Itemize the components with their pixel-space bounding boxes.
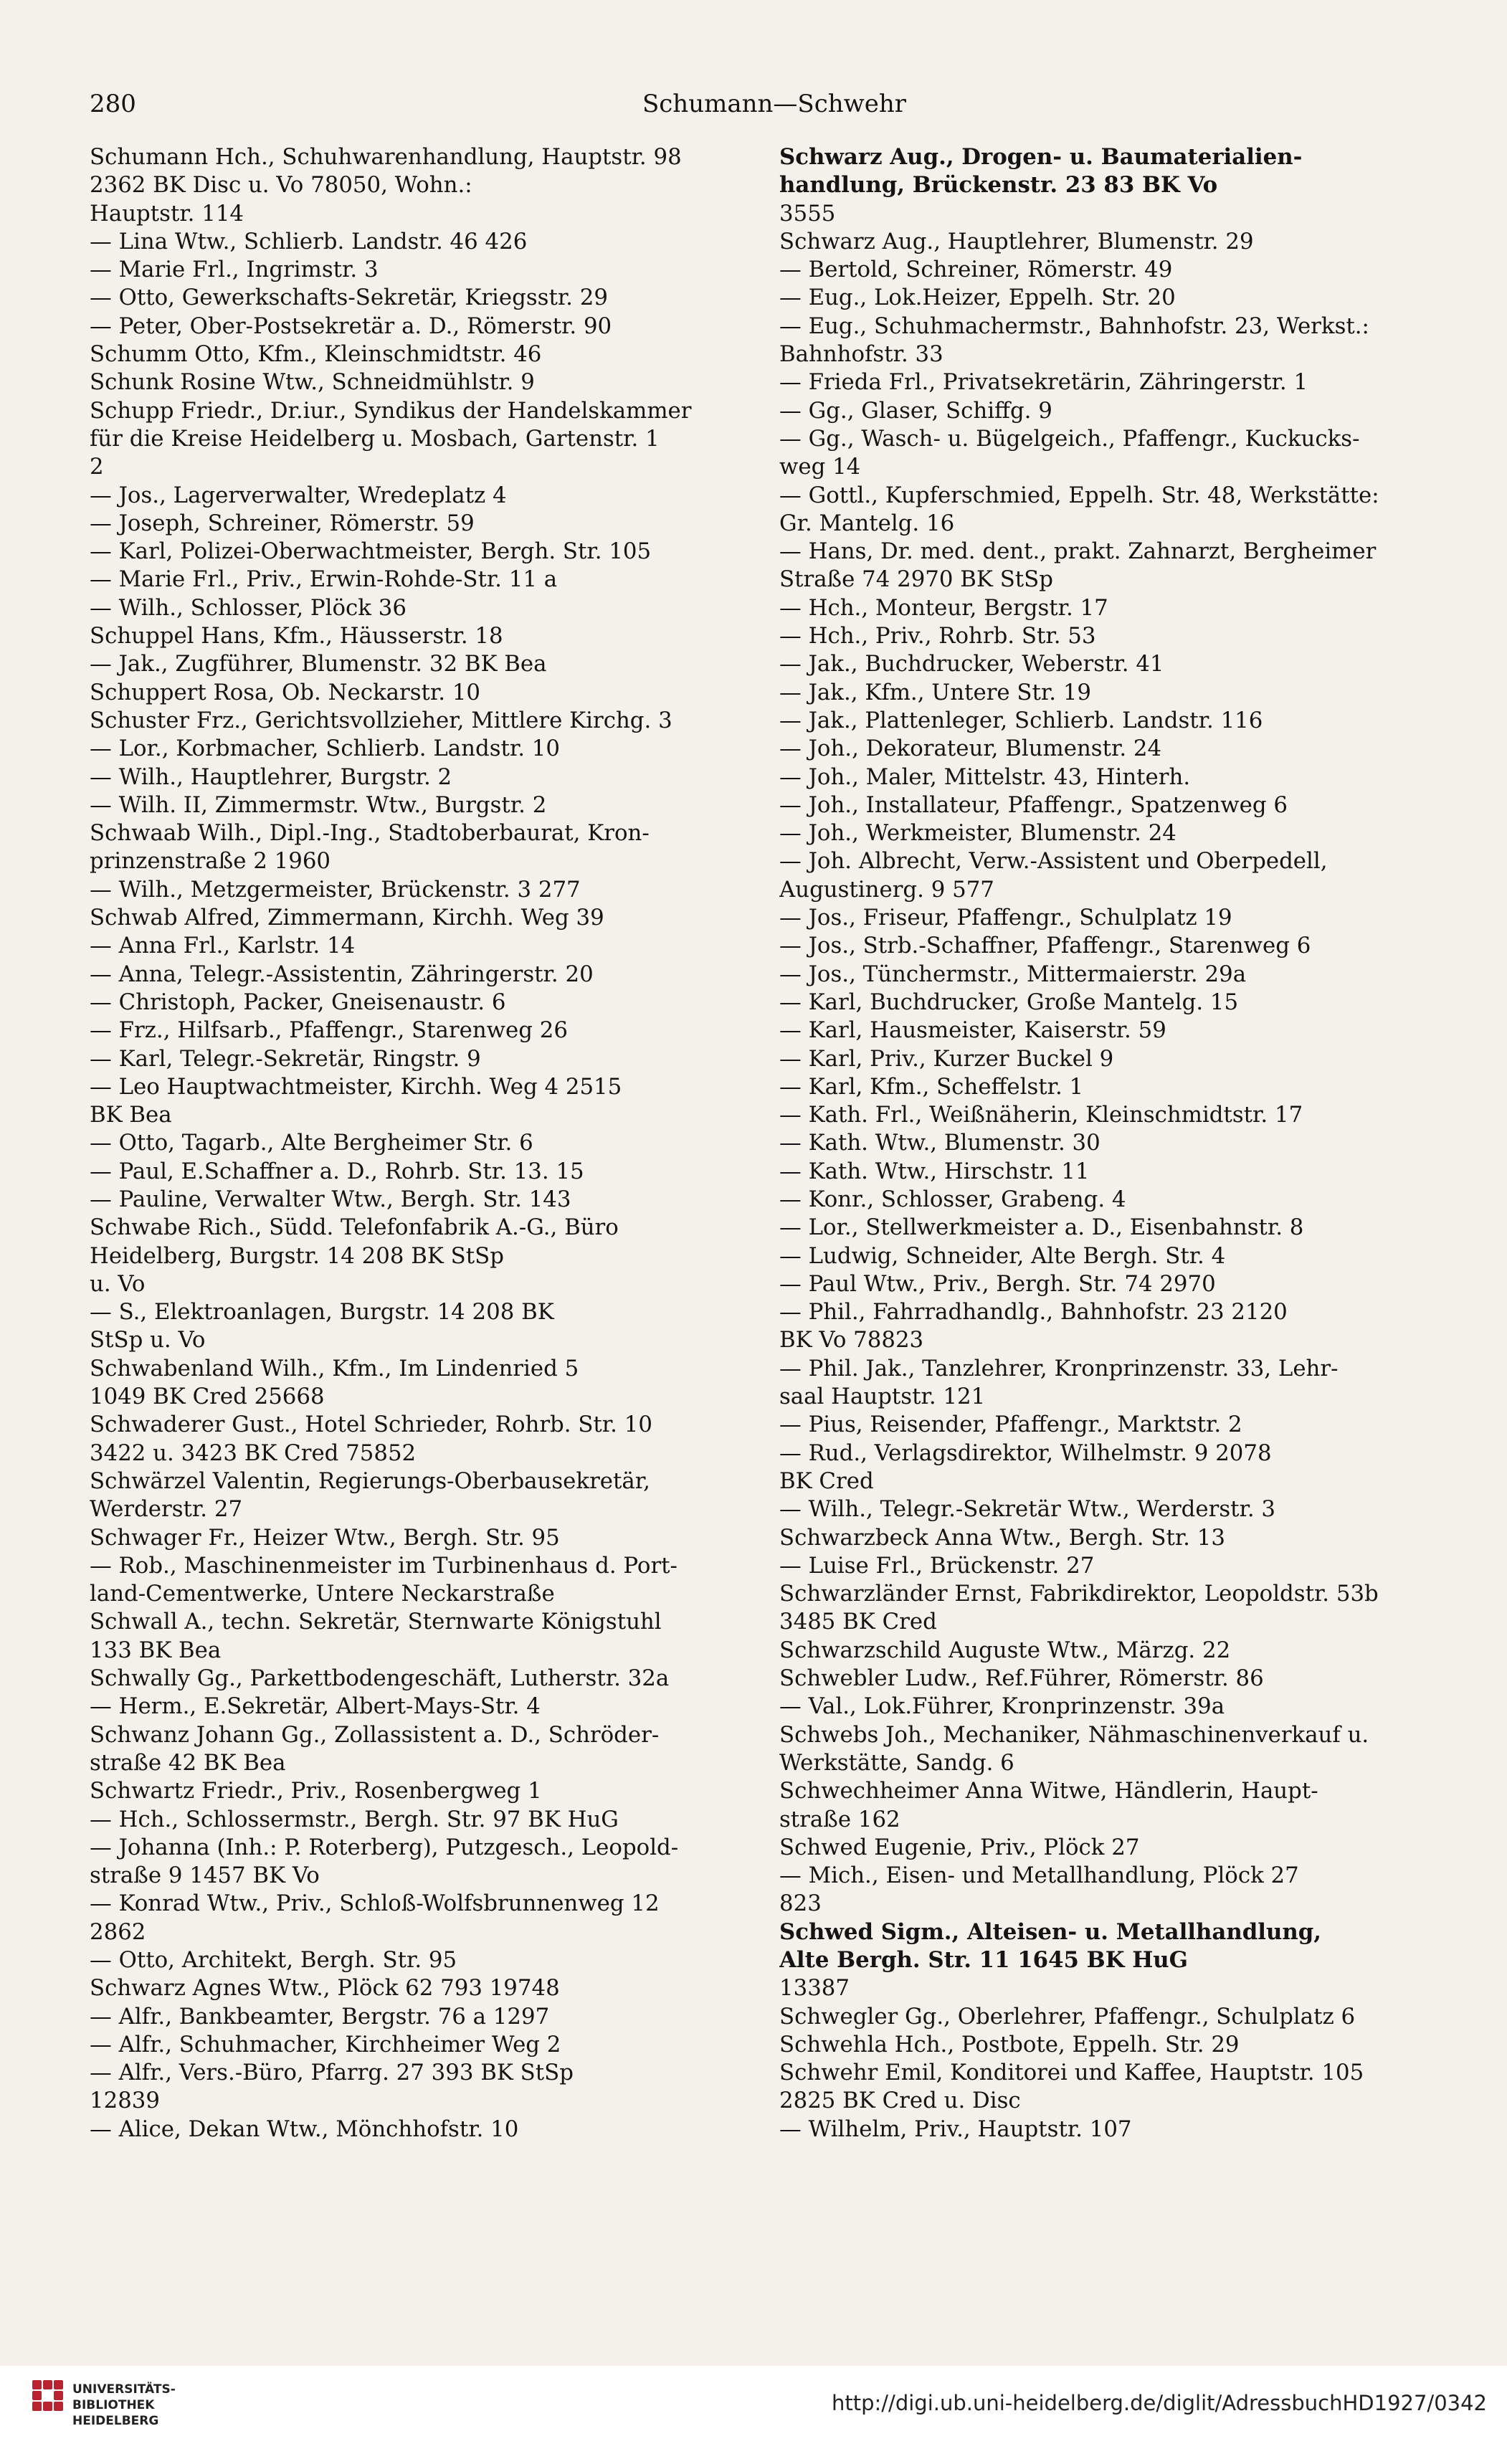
library-name-line: BIBLIOTHEK <box>72 2398 155 2412</box>
directory-entry-line: StSp u. Vo <box>90 1327 206 1354</box>
directory-entry-line: Heidelberg, Burgstr. 14 208 BK StSp <box>90 1242 504 1269</box>
directory-entry-line: 13387 <box>779 1975 850 2002</box>
directory-entry-line: Schwebs Joh., Mechaniker, Nähmaschinenverkauf u. <box>779 1721 1369 1748</box>
directory-entry-line: Schwally Gg., Parkettbodengeschäft, Lutherstr. 32a <box>90 1665 670 1692</box>
directory-entry-line: Schuppel Hans, Kfm., Häusserstr. 18 <box>90 623 503 650</box>
directory-entry-line: Schwabe Rich., Südd. Telefonfabrik A.-G., Büro <box>90 1214 619 1241</box>
directory-entry-line: 2362 BK Disc u. Vo 78050, Wohn.: <box>90 172 472 199</box>
directory-entry-line: — Alfr., Schuhmacher, Kirchheimer Weg 2 <box>90 2031 561 2058</box>
directory-entry-line: — Frz., Hilfsarb., Pfaffengr., Starenweg 26 <box>90 1017 568 1044</box>
directory-entry-line: — Wilh., Telegr.-Sekretär Wtw., Werderstr. 3 <box>779 1496 1276 1523</box>
directory-entry-line: — Konrad Wtw., Priv., Schloß-Wolfsbrunnenweg 12 <box>90 1890 660 1917</box>
directory-entry-line: Gr. Mantelg. 16 <box>779 510 955 536</box>
left-column <box>90 143 769 2144</box>
directory-entry-line: — Kath. Wtw., Blumenstr. 30 <box>779 1130 1100 1156</box>
directory-entry-line: 3485 BK Cred <box>779 1609 937 1635</box>
directory-entry-line: Schwarz Agnes Wtw., Plöck 62 793 19748 <box>90 1975 560 2002</box>
directory-entry-line: — Luise Frl., Brückenstr. 27 <box>779 1552 1095 1579</box>
library-name-line: UNIVERSITÄTS- <box>72 2382 176 2397</box>
directory-entry-line: Schwed Sigm., Alteisen- u. Metallhandlung, <box>779 1918 1322 1945</box>
directory-entry-line: prinzenstraße 2 1960 <box>90 848 331 875</box>
directory-entry-line: — Jak., Zugführer, Blumenstr. 32 BK Bea <box>90 651 547 677</box>
directory-entry-line: — Ludwig, Schneider, Alte Bergh. Str. 4 <box>779 1242 1226 1269</box>
directory-entry-line: — Wilhelm, Priv., Hauptstr. 107 <box>779 2116 1132 2142</box>
directory-entry-line: — Joh., Werkmeister, Blumenstr. 24 <box>779 820 1176 847</box>
directory-entry-line: Schwabenland Wilh., Kfm., Im Lindenried 5 <box>90 1355 579 1381</box>
directory-entry-line: — Jak., Buchdrucker, Weberstr. 41 <box>779 651 1164 677</box>
directory-entry-line: — Jak., Kfm., Untere Str. 19 <box>779 679 1092 705</box>
directory-entry-line: — Mich., Eisen- und Metallhandlung, Plöck 27 <box>779 1863 1299 1889</box>
directory-entry-line: handlung, Brückenstr. 23 83 BK Vo <box>779 172 1218 199</box>
directory-entry-line: für die Kreise Heidelberg u. Mosbach, Gartenstr. 1 <box>90 425 660 452</box>
directory-entry-line: Schwehr Emil, Konditorei und Kaffee, Hauptstr. 105 <box>779 2060 1364 2086</box>
directory-entry-line: — Alfr., Bankbeamter, Bergstr. 76 a 1297 <box>90 2003 550 2030</box>
library-name <box>72 2382 176 2429</box>
directory-entry-line: — Anna Frl., Karlstr. 14 <box>90 933 356 959</box>
directory-entry-line: Schuppert Rosa, Ob. Neckarstr. 10 <box>90 679 481 705</box>
directory-entry-line: 2862 <box>90 1918 146 1945</box>
directory-entry-line: Schumm Otto, Kfm., Kleinschmidtstr. 46 <box>90 341 542 368</box>
directory-entry-line: Schwärzel Valentin, Regierungs-Oberbausekretär, <box>90 1468 650 1494</box>
directory-entry-line: Schupp Friedr., Dr.iur., Syndikus der Handelskammer <box>90 397 692 424</box>
directory-entry-line: Schwechheimer Anna Witwe, Händlerin, Haupt- <box>779 1778 1318 1804</box>
directory-entry-line: — Joh., Maler, Mittelstr. 43, Hinterh. <box>779 764 1191 790</box>
directory-entry-line: 3555 <box>779 200 836 227</box>
directory-entry-line: Schwehla Hch., Postbote, Eppelh. Str. 29 <box>779 2031 1240 2058</box>
directory-entry-line: — Joseph, Schreiner, Römerstr. 59 <box>90 510 475 536</box>
directory-entry-line: — Jos., Lagerverwalter, Wredeplatz 4 <box>90 482 507 508</box>
directory-entry-line: — Phil. Jak., Tanzlehrer, Kronprinzenstr. 33, Lehr- <box>779 1355 1339 1381</box>
directory-entry-line: — Karl, Hausmeister, Kaiserstr. 59 <box>779 1017 1166 1044</box>
directory-entry-line: — Paul Wtw., Priv., Bergh. Str. 74 2970 <box>779 1270 1216 1297</box>
directory-entry-line: — Val., Lok.Führer, Kronprinzenstr. 39a <box>779 1693 1225 1720</box>
directory-entry-line: — Hch., Schlossermstr., Bergh. Str. 97 BK HuG <box>90 1806 619 1832</box>
directory-entry-line: — Hch., Priv., Rohrb. Str. 53 <box>779 623 1096 650</box>
directory-entry-line: Schwarzländer Ernst, Fabrikdirektor, Leopoldstr. 53b <box>779 1581 1379 1607</box>
directory-entry-line: Schunk Rosine Wtw., Schneidmühlstr. 9 <box>90 369 535 396</box>
directory-entry-line: 1049 BK Cred 25668 <box>90 1384 325 1410</box>
directory-entry-line: — Wilh. II, Zimmermstr. Wtw., Burgstr. 2 <box>90 791 547 818</box>
directory-entry-line: Schwartz Friedr., Priv., Rosenbergweg 1 <box>90 1778 542 1804</box>
directory-entry-line: 3422 u. 3423 BK Cred 75852 <box>90 1440 417 1466</box>
directory-entry-line: straße 162 <box>779 1806 900 1832</box>
directory-entry-line: Alte Bergh. Str. 11 1645 BK HuG <box>779 1947 1188 1973</box>
directory-entry-line: Schwarz Aug., Hauptlehrer, Blumenstr. 29 <box>779 228 1254 255</box>
directory-entry-line: — Anna, Telegr.-Assistentin, Zähringerstr. 20 <box>90 961 594 987</box>
directory-entry-line: Schwab Alfred, Zimmermann, Kirchh. Weg 39 <box>90 905 604 931</box>
directory-entry-line: — Wilh., Hauptlehrer, Burgstr. 2 <box>90 764 452 790</box>
directory-entry-line: — Alice, Dekan Wtw., Mönchhofstr. 10 <box>90 2116 519 2142</box>
directory-entry-line: Straße 74 2970 BK StSp <box>779 566 1053 593</box>
directory-entry-line: Schwarzschild Auguste Wtw., Märzg. 22 <box>779 1637 1231 1663</box>
directory-entry-line: — Jos., Tünchermstr., Mittermaierstr. 29a <box>779 961 1247 987</box>
directory-entry-line: BK Cred <box>779 1468 874 1494</box>
directory-entry-line: — Lina Wtw., Schlierb. Landstr. 46 426 <box>90 228 528 255</box>
directory-entry-line: — Peter, Ober-Postsekretär a. D., Römerstr. 90 <box>90 313 612 339</box>
directory-entry-line: u. Vo <box>90 1270 146 1297</box>
directory-entry-line: Hauptstr. 114 <box>90 200 244 227</box>
directory-entry-line: — Frieda Frl., Privatsekretärin, Zähringerstr. 1 <box>779 369 1308 396</box>
directory-entry-line: land-Cementwerke, Untere Neckarstraße <box>90 1581 555 1607</box>
directory-entry-line: Schuster Frz., Gerichtsvollzieher, Mittlere Kirchg. 3 <box>90 707 672 733</box>
directory-entry-line: — Marie Frl., Ingrimstr. 3 <box>90 257 379 283</box>
directory-entry-line: 12839 <box>90 2088 160 2114</box>
directory-entry-line: Schwegler Gg., Oberlehrer, Pfaffengr., Schulplatz 6 <box>779 2003 1356 2030</box>
directory-entry-line: 2825 BK Cred u. Disc <box>779 2088 1021 2114</box>
running-head: Schumann—Schwehr <box>642 90 907 118</box>
directory-entry-line: — Jos., Strb.-Schaffner, Pfaffengr., Starenweg 6 <box>779 933 1311 959</box>
page-number: 280 <box>90 90 136 118</box>
directory-entry-line: — Bertold, Schreiner, Römerstr. 49 <box>779 257 1173 283</box>
directory-entry-line: 2 <box>90 454 104 480</box>
right-column <box>779 143 1459 2144</box>
library-logo <box>32 2374 197 2446</box>
directory-entry-line: Werkstätte, Sandg. 6 <box>779 1749 1014 1776</box>
directory-entry-line: — Karl, Priv., Kurzer Buckel 9 <box>779 1045 1114 1072</box>
directory-entry-line: — Kath. Wtw., Hirschstr. 11 <box>779 1158 1090 1184</box>
directory-entry-line: Schwarz Aug., Drogen- u. Baumaterialien- <box>779 144 1303 170</box>
directory-entry-line: Schwanz Johann Gg., Zollassistent a. D., Schröder- <box>90 1721 660 1748</box>
directory-entry-line: — Gg., Glaser, Schiffg. 9 <box>779 397 1052 424</box>
directory-entry-line: — Karl, Buchdrucker, Große Mantelg. 15 <box>779 989 1239 1015</box>
page-header <box>90 82 1459 125</box>
directory-entry-line: BK Vo 78823 <box>779 1327 924 1354</box>
directory-entry-line: — Rud., Verlagsdirektor, Wilhelmstr. 9 2078 <box>779 1440 1272 1466</box>
directory-entry-line: — Joh., Dekorateur, Blumenstr. 24 <box>779 736 1162 762</box>
directory-entry-line: — Alfr., Vers.-Büro, Pfarrg. 27 393 BK StSp <box>90 2060 574 2086</box>
directory-entry-line: — Kath. Frl., Weißnäherin, Kleinschmidtstr. 17 <box>779 1102 1303 1128</box>
source-url-link[interactable]: http://digi.ub.uni-heidelberg.de/diglit/AdressbuchHD1927/0342 <box>831 2391 1487 2415</box>
library-name-line: HEIDELBERG <box>72 2414 159 2428</box>
directory-entry-line: — Otto, Gewerkschafts-Sekretär, Kriegsstr. 29 <box>90 285 608 311</box>
directory-entry-line: Schwall A., techn. Sekretär, Sternwarte Königstuhl <box>90 1609 662 1635</box>
directory-entry-line: — Karl, Polizei-Oberwachtmeister, Bergh. Str. 105 <box>90 538 652 565</box>
library-logo-mark-icon <box>32 2380 62 2437</box>
directory-entry-line: — Lor., Korbmacher, Schlierb. Landstr. 10 <box>90 736 560 762</box>
directory-entry-line: — Eug., Schuhmachermstr., Bahnhofstr. 23, Werkst.: <box>779 313 1369 339</box>
directory-entry-line: — Pius, Reisender, Pfaffengr., Marktstr. 2 <box>779 1412 1242 1438</box>
directory-entry-line: — Eug., Lok.Heizer, Eppelh. Str. 20 <box>779 285 1176 311</box>
directory-entry-line: 133 BK Bea <box>90 1637 222 1663</box>
directory-entry-line: weg 14 <box>779 454 861 480</box>
directory-entry-line: straße 9 1457 BK Vo <box>90 1863 320 1889</box>
directory-entry-line: Werderstr. 27 <box>90 1496 243 1523</box>
directory-entry-line: — Jak., Plattenleger, Schlierb. Landstr. 116 <box>779 707 1263 733</box>
directory-entry-line: — Joh. Albrecht, Verw.-Assistent und Oberpedell, <box>779 848 1328 875</box>
directory-entry-line: Schwaderer Gust., Hotel Schrieder, Rohrb. Str. 10 <box>90 1412 652 1438</box>
directory-entry-line: — Hch., Monteur, Bergstr. 17 <box>779 594 1108 621</box>
directory-entry-line: — Leo Hauptwachtmeister, Kirchh. Weg 4 2515 <box>90 1073 622 1100</box>
directory-entry-line: — Karl, Kfm., Scheffelstr. 1 <box>779 1073 1084 1100</box>
directory-entry-line: Schumann Hch., Schuhwarenhandlung, Hauptstr. 98 <box>90 144 682 170</box>
directory-entry-line: — Paul, E.Schaffner a. D., Rohrb. Str. 13. 15 <box>90 1158 584 1184</box>
directory-entry-line: — Konr., Schlosser, Grabeng. 4 <box>779 1186 1126 1212</box>
directory-entry-line: — Rob., Maschinenmeister im Turbinenhaus d. Port- <box>90 1552 678 1579</box>
directory-entry-line: — Johanna (Inh.: P. Roterberg), Putzgesch., Leopold- <box>90 1834 679 1860</box>
directory-entry-line: — Phil., Fahrradhandlg., Bahnhofstr. 23 2120 <box>779 1299 1288 1326</box>
directory-entry-line: — Otto, Architekt, Bergh. Str. 95 <box>90 1947 457 1973</box>
directory-entry-line: — Lor., Stellwerkmeister a. D., Eisenbahnstr. 8 <box>779 1214 1304 1241</box>
directory-entry-line: Bahnhofstr. 33 <box>779 341 943 368</box>
directory-entry-line: BK Bea <box>90 1102 172 1128</box>
directory-entry-line: saal Hauptstr. 121 <box>779 1384 986 1410</box>
directory-entry-line: — Hans, Dr. med. dent., prakt. Zahnarzt, Bergheimer <box>779 538 1377 565</box>
directory-entry-line: Augustinerg. 9 577 <box>779 876 994 903</box>
directory-entry-line: — Otto, Tagarb., Alte Bergheimer Str. 6 <box>90 1130 533 1156</box>
directory-entry-line: 823 <box>779 1890 822 1917</box>
directory-entry-line: — Karl, Telegr.-Sekretär, Ringstr. 9 <box>90 1045 481 1072</box>
directory-entry-line: — S., Elektroanlagen, Burgstr. 14 208 BK <box>90 1299 554 1326</box>
directory-entry-line: Schwebler Ludw., Ref.Führer, Römerstr. 86 <box>779 1665 1264 1692</box>
directory-entry-line: Schwed Eugenie, Priv., Plöck 27 <box>779 1834 1140 1860</box>
directory-entry-line: — Joh., Installateur, Pfaffengr., Spatzenweg 6 <box>779 791 1288 818</box>
directory-entry-line: — Marie Frl., Priv., Erwin-Rohde-Str. 11 a <box>90 566 558 593</box>
directory-entry-line: — Gottl., Kupferschmied, Eppelh. Str. 48, Werkstätte: <box>779 482 1379 508</box>
directory-entry-line: — Gg., Wasch- u. Bügelgeich., Pfaffengr., Kuckucks- <box>779 425 1360 452</box>
directory-entry-line: straße 42 BK Bea <box>90 1749 286 1776</box>
directory-entry-line: — Wilh., Metzgermeister, Brückenstr. 3 277 <box>90 876 581 903</box>
directory-entry-line: — Pauline, Verwalter Wtw., Bergh. Str. 143 <box>90 1186 571 1212</box>
directory-entry-line: Schwager Fr., Heizer Wtw., Bergh. Str. 95 <box>90 1524 560 1551</box>
directory-entry-line: — Christoph, Packer, Gneisenaustr. 6 <box>90 989 506 1015</box>
directory-entry-line: — Herm., E.Sekretär, Albert-Mays-Str. 4 <box>90 1693 541 1720</box>
directory-entry-line: — Jos., Friseur, Pfaffengr., Schulplatz 19 <box>779 905 1232 931</box>
directory-entry-line: Schwaab Wilh., Dipl.-Ing., Stadtoberbaurat, Kron- <box>90 820 650 847</box>
directory-entry-line: — Wilh., Schlosser, Plöck 36 <box>90 594 407 621</box>
directory-entry-line: Schwarzbeck Anna Wtw., Bergh. Str. 13 <box>779 1524 1225 1551</box>
